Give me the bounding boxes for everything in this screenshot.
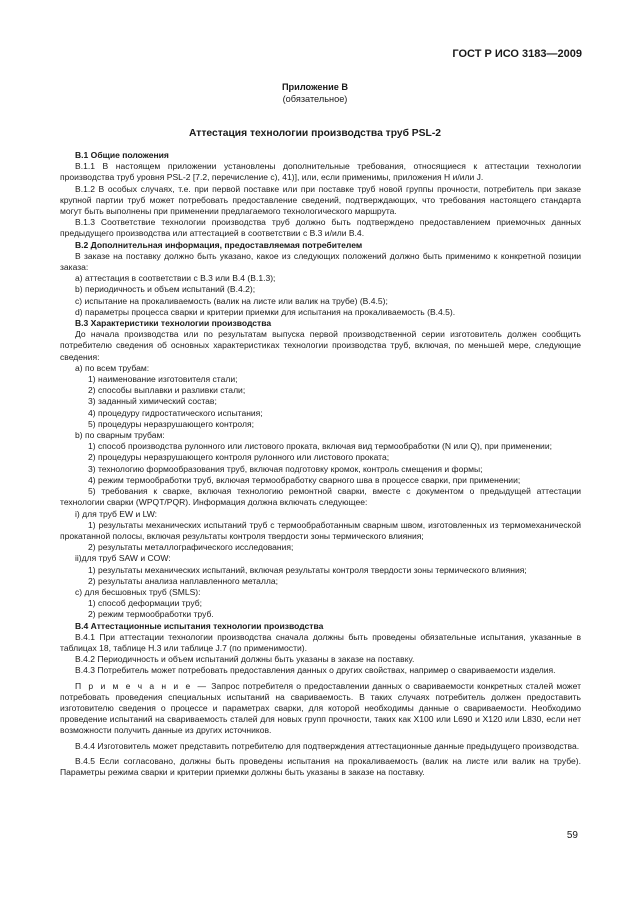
list-item: 2) результаты анализа наплавленного металла; — [88, 575, 279, 586]
section-heading: В.4 Аттестационные испытания технологии производства — [75, 620, 324, 631]
paragraph: В.1.1 В настоящем приложении установлены дополнительные требования, относящиеся к аттестации технологии производства труб уровня PSL-2 [7.2, перечисление с), 41)], или, если применимы, приложения Н и/или J. — [60, 161, 581, 183]
list-item: 2) способы выплавки и разливки стали; — [88, 385, 246, 396]
paragraph: В.4.5 Если согласовано, должны быть проведены испытания на прокаливаемость (валик на листе или валик на трубе). Параметры режима сварки и критерии приемки должны быть указаны в заказе на поставку. — [60, 755, 581, 777]
standard-code: ГОСТ Р ИСО 3183—2009 — [452, 48, 582, 60]
list-item: 1) наименование изготовителя стали; — [88, 374, 238, 385]
paragraph: В.4.1 При аттестации технологии производства сначала должны быть проведены обязательные испытания, указанные в таблицах 18, таблице Н.3 или таблице J.7 (по применимости). — [60, 631, 581, 653]
annex-status: (обязательное) — [282, 94, 348, 104]
list-item: 2) режим термообработки труб. — [88, 609, 214, 620]
note-text: Запрос потребителя о предоставлении данных о свариваемости конкретных сталей может потребовать проведения специальных испытаний на свариваемость. В таких случаях потребитель должен предоставить изготовителю сведения о процессе и параметрах сварки, для которой необходимы данные о свариваемости. Необходимо проведение испытаний на свариваемость сталей для новых групп прочности, таких как Х100 или L690 и Х120 или L830, если нет возможности получить данные из других источников. — [60, 680, 581, 736]
list-item: 2) процедуры неразрушающего контроля рулонного или листового проката; — [88, 452, 390, 463]
section-heading: В.2 Дополнительная информация, предоставляемая потребителем — [75, 239, 363, 250]
list-item: a) по всем трубам: — [75, 362, 150, 373]
list-item: 4) процедуру гидростатического испытания; — [88, 407, 263, 418]
list-item: c) испытание на прокаливаемость (валик на листе или валик на трубе) (В.4.5); — [75, 295, 388, 306]
list-item: 4) режим термообработки труб, включая термообработку сварного шва в процессе сварки, при применении; — [88, 474, 521, 485]
list-item: 1) результаты механических испытаний труб с термообработанным сварным швом, изготовленных из термомеханической прокатанной полосы, включая результаты контроля твердости зоны термического влияния; — [60, 519, 581, 541]
page-number: 59 — [566, 830, 578, 841]
document-body — [60, 150, 581, 778]
list-item: d) параметры процесса сварки и критерии приемки для испытания на прокаливаемость (В.4.5). — [75, 306, 456, 317]
list-item: i) для труб EW и LW: — [75, 508, 158, 519]
list-item: 3) заданный химический состав; — [88, 396, 217, 407]
list-item: b) периодичность и объем испытаний (В.4.2); — [75, 284, 256, 295]
paragraph: В.4.3 Потребитель может потребовать предоставления данных о других свойствах, например о свариваемости изделия. — [75, 665, 556, 676]
list-item: 5) требования к сварке, включая технологию ремонтной сварки, вместе с документом о предыдущей аттестации технологии сварки (WPQT/PQR). Информация должна включать следующее: — [60, 486, 581, 508]
list-item: b) по сварным трубам: — [75, 430, 165, 441]
paragraph: В.1.3 Соответствие технологии производства труб должно быть подтверждено предоставлением приемочных данных предыдущего производства или аттестацией в соответствии с В.3 и/или В.4. — [60, 217, 581, 239]
paragraph: В.4.2 Периодичность и объем испытаний должны быть указаны в заказе на поставку. — [75, 654, 415, 665]
note-label: П р и м е ч а н и е — — [75, 680, 209, 691]
list-item: 1) способ деформации труб; — [88, 598, 202, 609]
list-item: 3) технологию формообразования труб, включая подготовку кромок, контроль смещения и формы; — [88, 463, 483, 474]
paragraph: В.1.2 В особых случаях, т.е. при первой поставке или при поставке труб новой группы прочности, потребитель при заказе крупной партии труб может потребовать предоставление сведений, подтверждающих, что требования настоящего стандарта могут быть выполнены при применении предлагаемого технологического маршрута. — [60, 183, 581, 217]
list-item: ii)для труб SAW и COW: — [75, 553, 171, 564]
list-item: 1) способ производства рулонного или листового проката, включая вид термообработки (N или Q), при применении; — [88, 441, 552, 452]
note — [60, 681, 581, 737]
section-heading: В.1 Общие положения — [75, 150, 169, 160]
annex-title: Приложение В — [281, 82, 349, 92]
paragraph: До начала производства или по результатам выпуска первой производственной серии изготовитель должен сообщить потребителю сведения об основных характеристиках технологии производства труб, включая, по меньшей мере, следующие сведения: — [60, 329, 581, 362]
list-item: 5) процедуры неразрушающего контроля; — [88, 418, 254, 429]
list-item: a) аттестация в соответствии с В.3 или В.4 (В.1.3); — [75, 273, 276, 284]
list-item: 2) результаты металлографического исследования; — [88, 542, 294, 553]
paragraph: В.4.4 Изготовитель может представить потребителю для подтверждения аттестационные данные предыдущего производства. — [75, 740, 580, 751]
list-item: c) для бесшовных труб (SMLS): — [75, 586, 201, 597]
list-item: 1) результаты механических испытаний, включая результаты контроля твердости зоны термического влияния; — [88, 564, 527, 575]
annex-heading: Аттестация технологии производства труб PSL-2 — [189, 128, 441, 139]
paragraph: В заказе на поставку должно быть указано, какое из следующих положений должно быть применимо к конкретной позиции заказа: — [60, 250, 581, 273]
section-heading: В.3 Характеристики технологии производства — [75, 318, 272, 329]
